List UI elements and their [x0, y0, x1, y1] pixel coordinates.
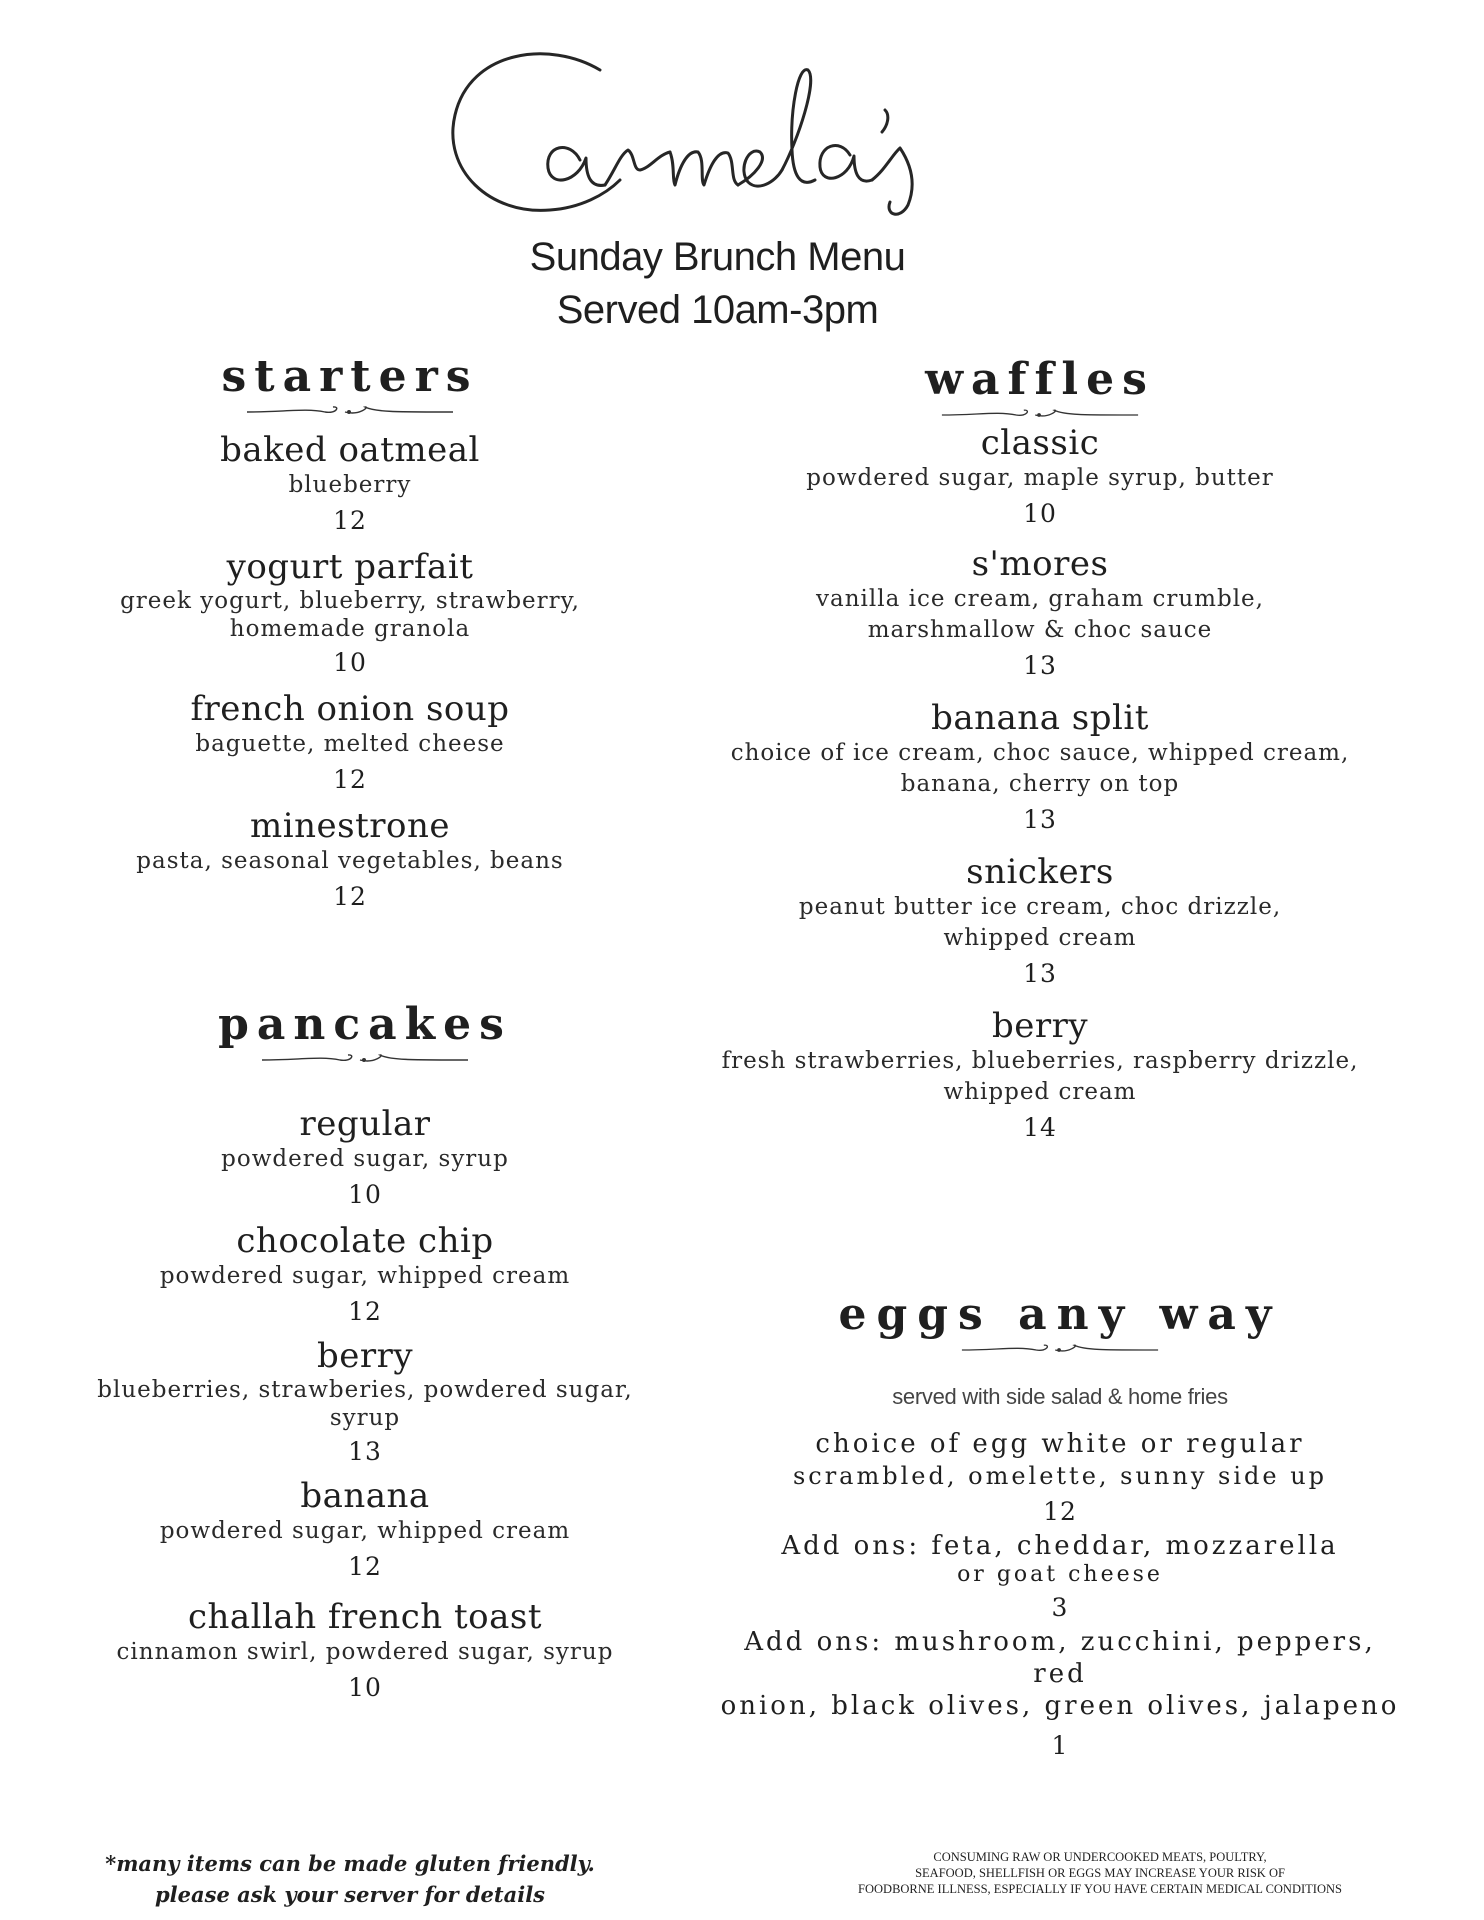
- item-name: berry: [991, 1006, 1089, 1046]
- item-name: minestrone: [250, 806, 450, 846]
- flourish-divider-icon: [940, 407, 1140, 423]
- item-price: 14: [1023, 1113, 1057, 1142]
- item-price: 13: [348, 1437, 382, 1466]
- item-name: s'mores: [971, 544, 1109, 584]
- gluten-note: [70, 1848, 630, 1910]
- addons-veg-price: 1: [1051, 1731, 1069, 1760]
- eggs-section: [720, 1290, 1400, 1764]
- item-name: baked oatmeal: [220, 430, 480, 470]
- warning-line-1: CONSUMING RAW OR UNDERCOOKED MEATS, POULTRY,: [933, 1850, 1267, 1864]
- menu-item: [75, 1104, 655, 1213]
- item-price: 12: [348, 1552, 382, 1581]
- eggs-note: served with side salad & home fries: [892, 1384, 1228, 1409]
- item-description: powdered sugar, maple syrup, butter: [806, 465, 1274, 491]
- menu-hours: Served 10am-3pm: [556, 288, 879, 332]
- item-description: powdered sugar, whipped cream: [159, 1263, 571, 1289]
- item-name: berry: [316, 1336, 414, 1376]
- item-description: pasta, seasonal vegetables, beans: [136, 848, 564, 874]
- item-price: 12: [333, 765, 367, 794]
- waffles-section: [700, 355, 1380, 1146]
- menu-item: [60, 689, 640, 798]
- item-price: 10: [1023, 499, 1057, 528]
- starters-title: starters: [221, 351, 479, 402]
- item-description: greek yogurt, blueberry, strawberry, homemade granola: [120, 588, 580, 642]
- menu-subtitle: Sunday Brunch Menu: [529, 235, 906, 279]
- item-name: banana: [300, 1476, 430, 1516]
- item-price: 10: [348, 1180, 382, 1209]
- item-name: classic: [980, 423, 1100, 463]
- menu-item: [75, 1597, 655, 1706]
- menu-item: [60, 806, 640, 915]
- item-price: 12: [333, 506, 367, 535]
- pancakes-list: [75, 1104, 655, 1706]
- item-description: blueberries, strawberies, powdered sugar, syrup: [97, 1377, 633, 1431]
- menu-item: [700, 852, 1380, 992]
- menu-item: [700, 544, 1380, 684]
- item-name: challah french toast: [187, 1597, 543, 1637]
- item-name: french onion soup: [190, 689, 510, 729]
- pancakes-title: pancakes: [218, 999, 512, 1050]
- flourish-divider-icon: [245, 404, 455, 420]
- eggs-choice-line-1: choice of egg white or regular: [815, 1429, 1305, 1459]
- menu-item: [60, 430, 640, 539]
- gluten-note-line-2: please ask your server for details: [155, 1882, 545, 1907]
- item-description: peanut butter ice cream, choc drizzle, whipped cream: [798, 894, 1282, 951]
- gluten-note-line-1: *many items can be made gluten friendly.: [105, 1851, 595, 1876]
- item-price: 12: [333, 882, 367, 911]
- item-description: powdered sugar, syrup: [221, 1146, 509, 1172]
- item-price: 10: [333, 648, 367, 677]
- item-name: yogurt parfait: [226, 547, 474, 587]
- item-price: 10: [348, 1673, 382, 1702]
- item-price: 13: [1023, 805, 1057, 834]
- item-description: powdered sugar, whipped cream: [159, 1518, 571, 1544]
- menu-item: [75, 1476, 655, 1585]
- warning-line-2: SEAFOOD, SHELLFISH OR EGGS MAY INCREASE YOUR RISK OF: [915, 1866, 1285, 1880]
- eggs-choice-price: 12: [1043, 1497, 1077, 1526]
- item-description: choice of ice cream, choc sauce, whipped cream, banana, cherry on top: [730, 740, 1350, 797]
- starters-list: [60, 430, 640, 915]
- carmelas-logo: [430, 20, 1030, 235]
- eggs-choice-line-2: scrambled, omelette, sunny side up: [792, 1462, 1328, 1490]
- item-name: chocolate chip: [236, 1221, 494, 1261]
- flourish-divider-icon: [960, 1342, 1160, 1358]
- warning-line-3: FOODBORNE ILLNESS, ESPECIALLY IF YOU HAVE CERTAIN MEDICAL CONDITIONS: [858, 1882, 1342, 1896]
- flourish-divider-icon: [260, 1052, 470, 1068]
- pancakes-section: [75, 1000, 655, 1706]
- menu-item: [60, 547, 640, 681]
- addons-cheese-line-1: Add ons: feta, cheddar, mozzarella: [781, 1531, 1339, 1561]
- eggs-title: eggs any way: [838, 1289, 1282, 1340]
- item-description: cinnamon swirl, powdered sugar, syrup: [116, 1639, 614, 1665]
- item-name: regular: [299, 1104, 431, 1144]
- menu-item: [700, 698, 1380, 838]
- item-name: snickers: [966, 852, 1114, 892]
- item-description: vanilla ice cream, graham crumble, marshmallow & choc sauce: [816, 586, 1264, 643]
- menu-item: [75, 1221, 655, 1330]
- item-name: banana split: [931, 698, 1149, 738]
- waffles-list: [700, 423, 1380, 1146]
- menu-item: [700, 423, 1380, 532]
- item-price: 12: [348, 1297, 382, 1326]
- addons-veg-line-2: onion, black olives, green olives, jalapeno: [720, 1691, 1400, 1721]
- item-description: fresh strawberries, blueberries, raspberry drizzle, whipped cream: [721, 1048, 1359, 1105]
- food-safety-warning: [800, 1849, 1400, 1897]
- menu-item: [700, 1006, 1380, 1146]
- item-price: 13: [1023, 651, 1057, 680]
- waffles-title: waffles: [925, 354, 1155, 405]
- menu-item: [75, 1336, 655, 1470]
- addons-veg-line-1: Add ons: mushroom, zucchini, peppers, red: [744, 1627, 1376, 1689]
- item-description: baguette, melted cheese: [195, 731, 505, 757]
- addons-cheese-price: 3: [1051, 1593, 1069, 1622]
- starters-section: [60, 352, 640, 915]
- addons-cheese-line-2: or goat cheese: [957, 1562, 1163, 1587]
- item-price: 13: [1023, 959, 1057, 988]
- item-description: blueberry: [288, 472, 412, 498]
